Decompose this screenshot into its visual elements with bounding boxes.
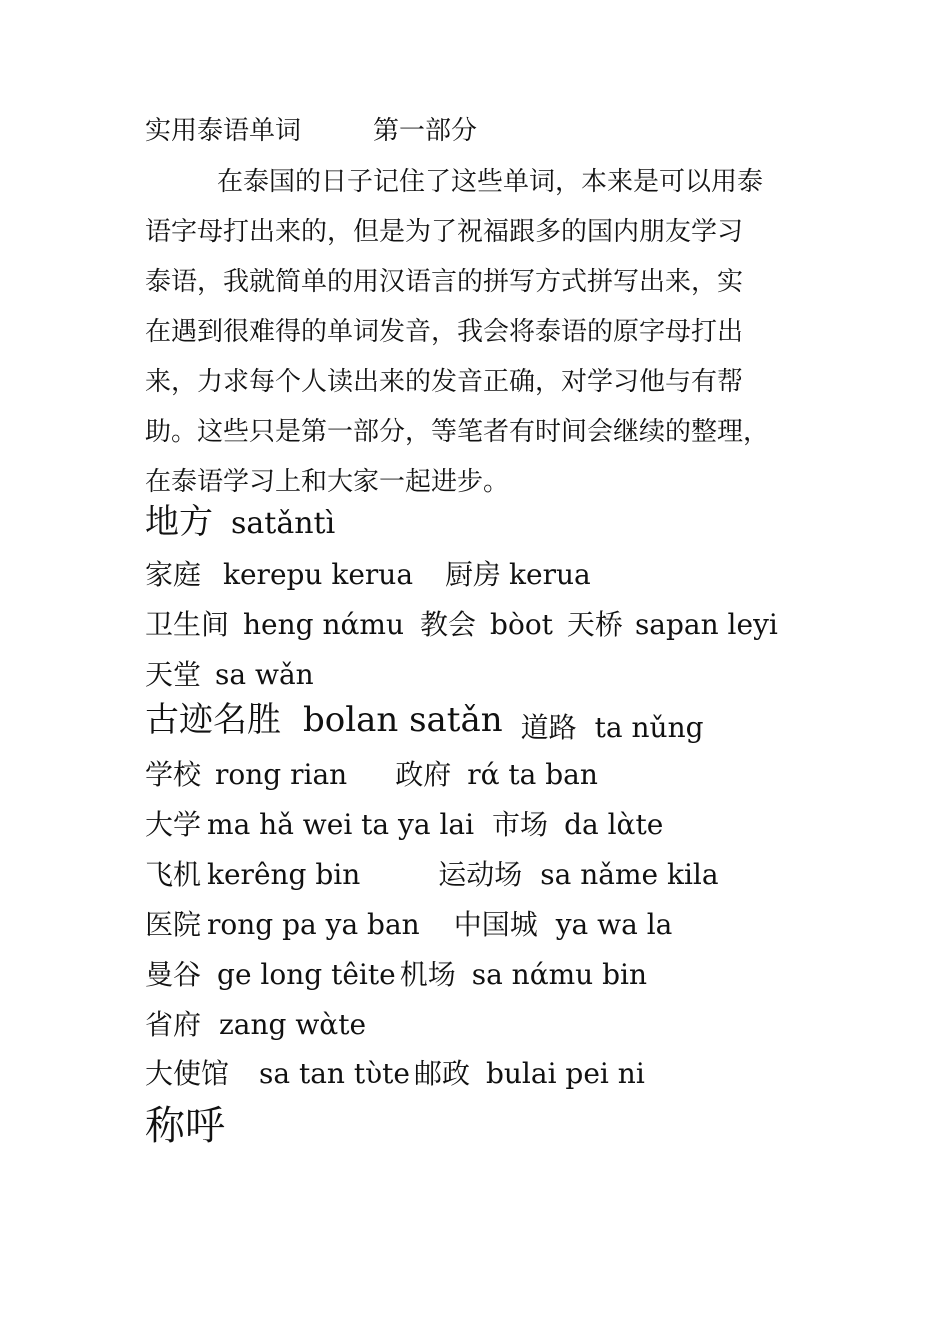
word-zh: 省府 — [145, 1008, 202, 1041]
word-pron: bolan satǎn — [303, 700, 503, 740]
vocab-row — [145, 908, 673, 941]
vocab-row — [145, 700, 704, 744]
vocab-row — [145, 858, 719, 891]
vocab-row — [145, 1008, 367, 1041]
word-pron: zang wὰte — [219, 1008, 367, 1041]
intro-line: 语字母打出来的，但是为了祝福跟多的国内朋友学习 — [145, 217, 744, 247]
word-pron: bὸot — [490, 608, 553, 641]
word-pron: ta nǔng — [594, 711, 704, 744]
section-pron: satǎntì — [231, 506, 336, 541]
word-pron: sapan leyi — [634, 608, 778, 641]
word-pron: sa nάmu bin — [471, 958, 648, 991]
word-pron: kerua — [509, 558, 591, 591]
word-zh: 天堂 — [145, 658, 202, 691]
intro-line: 来，力求每个人读出来的发音正确，对学习他与有帮 — [145, 367, 744, 397]
word-pron: heng nάmu — [243, 608, 405, 641]
section-heading-places — [145, 502, 336, 542]
intro-line: 在泰语学习上和大家一起进步。 — [145, 467, 510, 497]
word-zh: 厨房 — [445, 558, 502, 591]
word-zh: 古迹名胜 — [145, 700, 281, 740]
word-pron: ya wa la — [555, 908, 673, 941]
title-line — [145, 118, 477, 144]
section-label: 称呼 — [145, 1103, 225, 1149]
vocab-row — [145, 1057, 645, 1090]
section-label: 地方 — [145, 502, 213, 542]
doc-part: 第一部分 — [373, 116, 478, 146]
word-pron: rong pa ya ban — [207, 908, 420, 941]
word-zh: 道路 — [520, 711, 577, 744]
vocab-row — [145, 758, 598, 791]
doc-title: 实用泰语单词 — [145, 116, 302, 146]
word-zh: 市场 — [492, 808, 549, 841]
word-zh: 大使馆 — [145, 1057, 230, 1090]
intro-paragraph — [145, 157, 810, 507]
word-pron: da lὰte — [564, 808, 664, 841]
intro-line: 泰语，我就简单的用汉语言的拼写方式拼写出来，实 — [145, 267, 744, 297]
intro-line: 在遇到很难得的单词发音，我会将泰语的原字母打出 — [145, 317, 744, 347]
vocab-row — [145, 608, 778, 641]
word-zh: 家庭 — [145, 558, 202, 591]
word-pron: sa nǎme kila — [540, 858, 719, 891]
word-zh: 政府 — [395, 758, 452, 791]
word-zh: 教会 — [420, 608, 477, 641]
word-pron: sa wǎn — [215, 658, 314, 691]
word-zh: 曼谷 — [145, 958, 202, 991]
word-zh: 学校 — [145, 758, 202, 791]
word-pron: rά ta ban — [467, 758, 598, 791]
word-zh: 天桥 — [566, 608, 623, 641]
intro-line: 在泰国的日子记住了这些单词，本来是可以用泰 — [217, 167, 764, 197]
word-zh: 邮政 — [413, 1057, 470, 1090]
vocab-row — [145, 958, 648, 991]
word-pron: sa tan tὺte — [259, 1057, 410, 1090]
word-zh: 卫生间 — [145, 608, 230, 641]
word-zh: 医院 — [145, 908, 202, 941]
section-heading-titles — [145, 1103, 225, 1149]
intro-line: 助。这些只是第一部分，等笔者有时间会继续的整理， — [145, 417, 770, 447]
word-pron: ma hǎ wei ta ya lai — [207, 808, 475, 841]
word-zh: 中国城 — [453, 908, 538, 941]
word-pron: bulai pei ni — [485, 1057, 645, 1090]
word-zh: 大学 — [145, 808, 202, 841]
word-zh: 运动场 — [438, 858, 523, 891]
word-zh: 飞机 — [145, 858, 202, 891]
vocab-row — [145, 558, 591, 591]
word-pron: rong rian — [215, 758, 348, 791]
vocab-row — [145, 808, 664, 841]
vocab-row — [145, 658, 314, 691]
word-pron: ge long têite — [217, 958, 396, 991]
word-pron: kerêng bin — [207, 858, 361, 891]
word-zh: 机场 — [399, 958, 456, 991]
word-pron: kerepu kerua — [223, 558, 414, 591]
